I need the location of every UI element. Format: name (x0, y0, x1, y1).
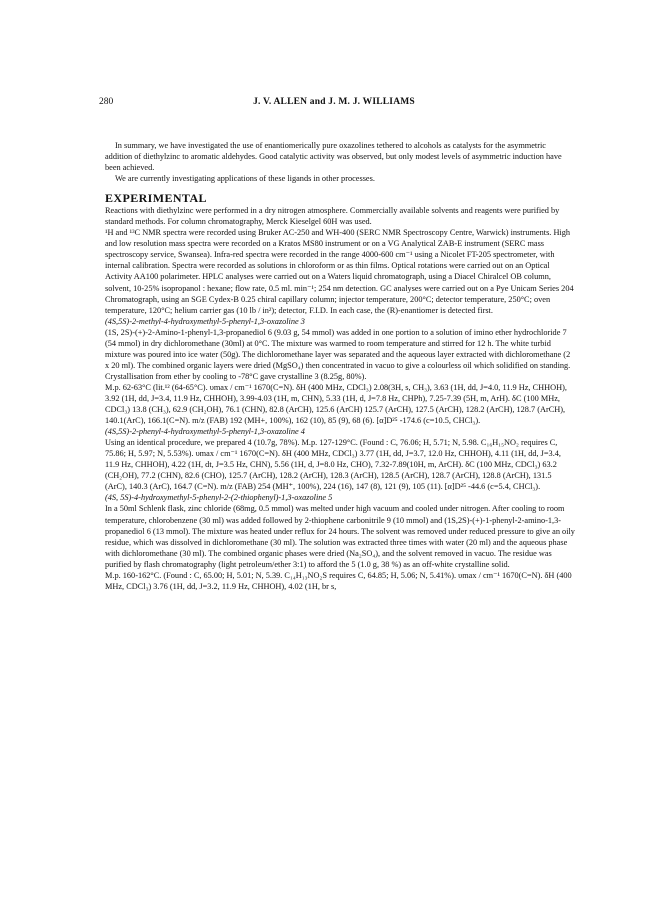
page-body (105, 140, 575, 592)
compound-data: M.p. 62-63°C (lit.¹² (64-65°C). υmax / cm⁻¹ 1670(C=N). δH (400 MHz, CDCl₃) 2.08(3H, s, CH₃), 3.63 (1H, dd, J=4.0, 11.9 Hz, CHHOH), 3.92 (1H, dd, J=3.4, 11.9 Hz, CHHOH), 3.99-4.03 (1H, m, CHN), 5.33 (1H, d, J=7.8 Hz, CHPh), 7.25-7.39 (5H, m, ArH). δC (100 MHz, CDCl₃) 13.8 (CH₃), 62.9 (CH₂OH), 76.1 (CHN), 82.8 (ArCH), 125.6 (ArCH) 125.7 (ArCH), 127.5 (ArCH), 128.2 (ArCH), 128.7 (ArCH), 140.1(ArC), 166.1(C=N). m/z (FAB) 192 (MH+, 100%), 162 (10), 85 (9), 68 (6). [α]D²⁵ -174.6 (c=10.5, CHCl₃). (105, 382, 567, 426)
compound-title: (4S,5S)-2-methyl-4-hydroxymethyl-5-phenyl-1,3-oxazoline 3 (105, 316, 305, 326)
compound-procedure: Using an identical procedure, we prepared 4 (10.7g, 78%). M.p. 127-129°C. (Found : C, 76.06; H, 5.71; N, 5.98. C₁₆H₁₅NO₂ requires C, 75.86; H, 5.97; N, 5.53%). υmax / cm⁻¹ 1670(C=N). δH (400 MHz, CDCl₃) 3.77 (1H, dd, J=3.7, 12.0 Hz, CHHOH), 4.11 (1H, dd, J=3.4, 11.9 Hz, CHHOH), 4.22 (1H, dt, J=3.5 Hz, CHN), 5.56 (1H, d, J=8.0 Hz, CHO), 7.32-7.89(10H, m, ArCH). δC (100 MHz, CDCl₃) 63.2 (CH₂OH), 77.2 (CHN), 82.6 (CHO), 125.7 (ArCH), 128.2 (ArCH), 128.3 (ArCH), 128.5 (ArCH), 128.7 (ArCH), 128.8 (ArCH), 131.5 (ArC), 140.3 (ArC), 164.7 (C=N). m/z (FAB) 254 (MH⁺, 100%), 224 (16), 147 (8), 121 (9), 105 (11). [α]D²⁵ -44.6 (c=5.4, CHCl₃). (105, 438, 562, 492)
section-heading: EXPERIMENTAL (105, 191, 207, 206)
summary-paragraph: We are currently investigating applications of these ligands in other processes. (115, 174, 375, 184)
running-head: J. V. ALLEN and J. M. J. WILLIAMS (253, 97, 415, 107)
summary-paragraph: In summary, we have investigated the use of enantiomerically pure oxazolines tethered to alcohols as catalysts for the asymmetric addition of diethylzinc to aromatic aldehydes. Good catalytic activity was observed, but only modest levels of asymmetric induction have been achieved. (105, 141, 562, 173)
compound-procedure: In a 50ml Schlenk flask, zinc chloride (68mg, 0.5 mmol) was melted under high vacuum and cooled under nitrogen. After cooling to room temperature, chlorobenzene (30 ml) was added followed by 2-thiophene carbonitrile 9 (10 mmol) and (1S,2S)-(+)-1-phenyl-2-amino-1,3-propanediol 6 (13 mmol). The mixture was heated under reflux for 24 hours. The solvent was removed under reduced pressure to give an oily residue, which was dissolved in dichloromethane (30 ml). The solution was extracted three times with water (20 ml) and the aqueous phase with dichloromethane (30 ml). The combined organic phases were dried (Na₂SO₄), and the solvent removed in vacuo. The residue was purified by flash chromatography (light petroleum/ether 3:1) to afford the 5 (1.0 g, 38 %) as an off-white crystalline solid. (105, 504, 575, 569)
general-methods-paragraph: Reactions with diethylzinc were performed in a dry nitrogen atmosphere. Commercially available solvents and reagents were purified by standard methods. For column chromatography, Merck Kieselgel 60H was used. (105, 206, 560, 227)
page-number: 280 (99, 97, 114, 107)
page-header (99, 97, 569, 111)
compound-procedure: (1S, 2S)-(+)-2-Amino-1-phenyl-1,3-propanediol 6 (9.03 g, 54 mmol) was added in one portion to a solution of imino ether hydrochloride 7 (54 mmol) in dry dichloromethane (30ml) at 0°C. The mixture was warmed to room temperature and stirred for 12 h. The white turbid mixture was poured into ice water (50g). The dichloromethane layer was separated and the aqueous layer extracted with dichloromethane (2 x 20 ml). The combined organic layers were dried (MgSO₄) then concentrated in vacuo to give a colourless oil which solidified on standing. Crystallisation from ether by cooling to -78°C gave crystalline 3 (8.25g, 80%). (105, 327, 571, 381)
compound-title: (4S, 5S)-4-hydroxymethyl-5-phenyl-2-(2-thiophenyl)-1,3-oxazoline 5 (105, 493, 333, 503)
compound-data: M.p. 160-162°C. (Found : C, 65.00; H, 5.01; N, 5.39. C₁₄H₁₃NO₂S requires C, 64.85; H, 5.06; N, 5.41%). υmax / cm⁻¹ 1670(C=N). δH (400 MHz, CDCl₃) 3.76 (1H, dd, J=3.2, 11.9 Hz, CHHOH), 4.02 (1H, br s, (105, 570, 572, 591)
compound-title: (4S,5S)-2-phenyl-4-hydroxymethyl-5-phenyl-1,3-oxazoline 4 (105, 427, 305, 437)
instruments-paragraph: ¹H and ¹³C NMR spectra were recorded using Bruker AC-250 and WH-400 (SERC NMR Spectroscopy Centre, Warwick) instruments. High and low resolution mass spectra were recorded on a Kratos MS80 instrument or on a VG Analytical ZAB-E instrument (SERC mass spectroscopy service, Swansea). Infra-red spectra were recorded in the range 4000-600 cm⁻¹ using a Nicolet FT-205 spectrometer, with internal calibration. Spectra were recorded as solutions in chloroform or as thin films. Optical rotations were carried out on an Optical Activity AA100 polarimeter. HPLC analyses were carried out on a Waters liquid chromatograph, using a Diacel Chiralcel OB column, solvent, 10-25% isopropanol : hexane; flow rate, 0.5 ml. min⁻¹; 254 nm detection. GC analyses were carried out on a Pye Unicam Series 204 Chromatograph, using an SGE Cydex-B 0.25 chiral capillary column; injector temperature, 200°C; detector temperature, 250°C; oven temperature, 120°C; helium carrier gas (10 lb / in²); detector, F.I.D. In each case, the (R)-enantiomer is detected first. (105, 228, 574, 315)
